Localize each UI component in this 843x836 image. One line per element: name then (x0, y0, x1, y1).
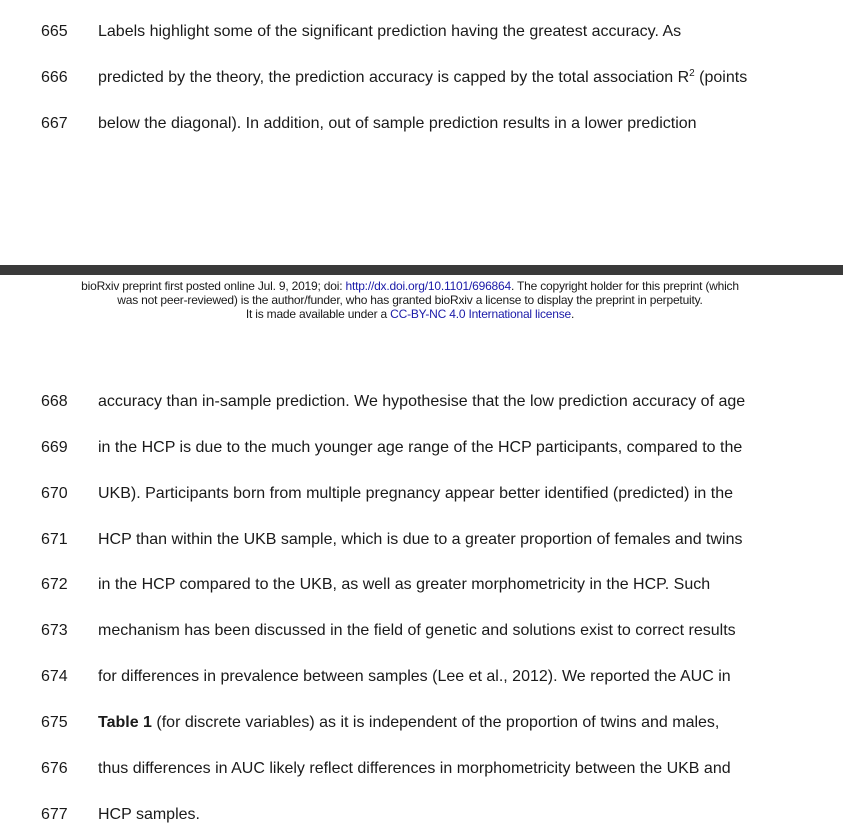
line-number: 668 (41, 393, 68, 410)
line-text: for differences in prevalence between samples (Lee et al., 2012). We reported the AUC in (98, 668, 731, 685)
line-number: 675 (41, 714, 68, 731)
line-text: mechanism has been discussed in the field of genetic and solutions exist to correct results (98, 622, 736, 639)
line-number: 674 (41, 668, 68, 685)
banner-line-2: was not peer-reviewed) is the author/funder, who has granted bioRxiv a license to display the preprint in perpetuity. (117, 293, 703, 307)
license-link[interactable]: CC-BY-NC 4.0 International license (390, 307, 571, 321)
line-text: in the HCP is due to the much younger age range of the HCP participants, compared to the (98, 439, 743, 456)
table-reference: Table 1 (98, 714, 152, 731)
page-divider (0, 265, 843, 275)
line-text: below the diagonal). In addition, out of sample prediction results in a lower prediction (98, 115, 697, 132)
line-text: in the HCP compared to the UKB, as well as greater morphometricity in the HCP. Such (98, 576, 711, 593)
line-text: Labels highlight some of the significant prediction having the greatest accuracy. As (98, 23, 682, 40)
line-number: 673 (41, 622, 68, 639)
line-number: 666 (41, 69, 68, 86)
line-number: 667 (41, 115, 68, 132)
line-number: 670 (41, 485, 68, 502)
line-text: HCP samples. (98, 806, 200, 823)
line-number: 671 (41, 531, 68, 548)
line-text: Table 1 (for discrete variables) as it is independent of the proportion of twins and males, (98, 714, 720, 731)
line-number: 669 (41, 439, 68, 456)
line-number: 677 (41, 806, 68, 823)
line-text-pre: predicted by the theory, the prediction accuracy is capped by the total association R (98, 69, 690, 86)
line-number: 676 (41, 760, 68, 777)
line-text: UKB). Participants born from multiple pregnancy appear better identified (predicted) in the (98, 485, 733, 502)
line-text (98, 66, 747, 90)
line-number: 672 (41, 576, 68, 593)
line-text-post: (points (694, 69, 748, 86)
line-text: accuracy than in-sample prediction. We hypothesise that the low prediction accuracy of age (98, 393, 746, 410)
banner-line-1: bioRxiv preprint first posted online Jul. 9, 2019; doi: http://dx.doi.org/10.1101/696864. The copyright holder for this preprint (which (81, 279, 739, 293)
line-text: thus differences in AUC likely reflect differences in morphometricity between the UKB and (98, 760, 731, 777)
preprint-banner (0, 279, 820, 321)
superscript: 2 (689, 68, 695, 79)
banner-line-3: It is made available under a CC-BY-NC 4.0 International license. (245, 307, 575, 321)
line-number: 665 (41, 23, 68, 40)
doi-link[interactable]: http://dx.doi.org/10.1101/696864 (345, 279, 511, 293)
line-text: HCP than within the UKB sample, which is due to a greater proportion of females and twins (98, 531, 743, 548)
